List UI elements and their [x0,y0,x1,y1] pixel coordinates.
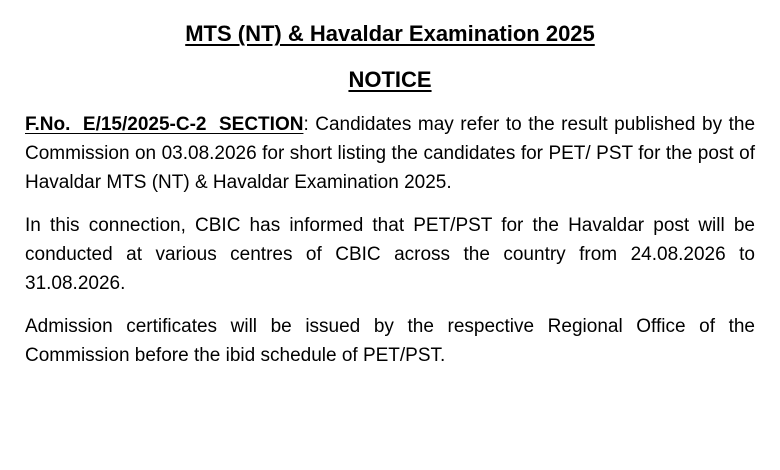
file-number-reference: F.No. E/15/2025-C-2 SECTION [25,114,304,135]
paragraph-1-text: Candidates may refer to the result published by the Commission on 03.08.2026 for short listing the candidates for PET/ PST for the post of Havaldar MTS (NT) & Havaldar Examination 2025. [25,114,756,193]
reference-separator: : [303,114,309,135]
paragraph-admission-certificates: Admission certificates will be issued by the respective Regional Office of the Commission before the ibid schedule of PET/PST. [25,316,755,366]
paragraph-pet-schedule: In this connection, CBIC has informed that PET/PST for the Havaldar post will be conducted at various centres of CBIC across the country from 24.08.2026 to 31.08.2026. [25,215,755,294]
document-title: MTS (NT) & Havaldar Examination 2025 [185,21,595,46]
notice-heading: NOTICE [348,67,432,92]
paragraph-result-reference [25,110,755,197]
